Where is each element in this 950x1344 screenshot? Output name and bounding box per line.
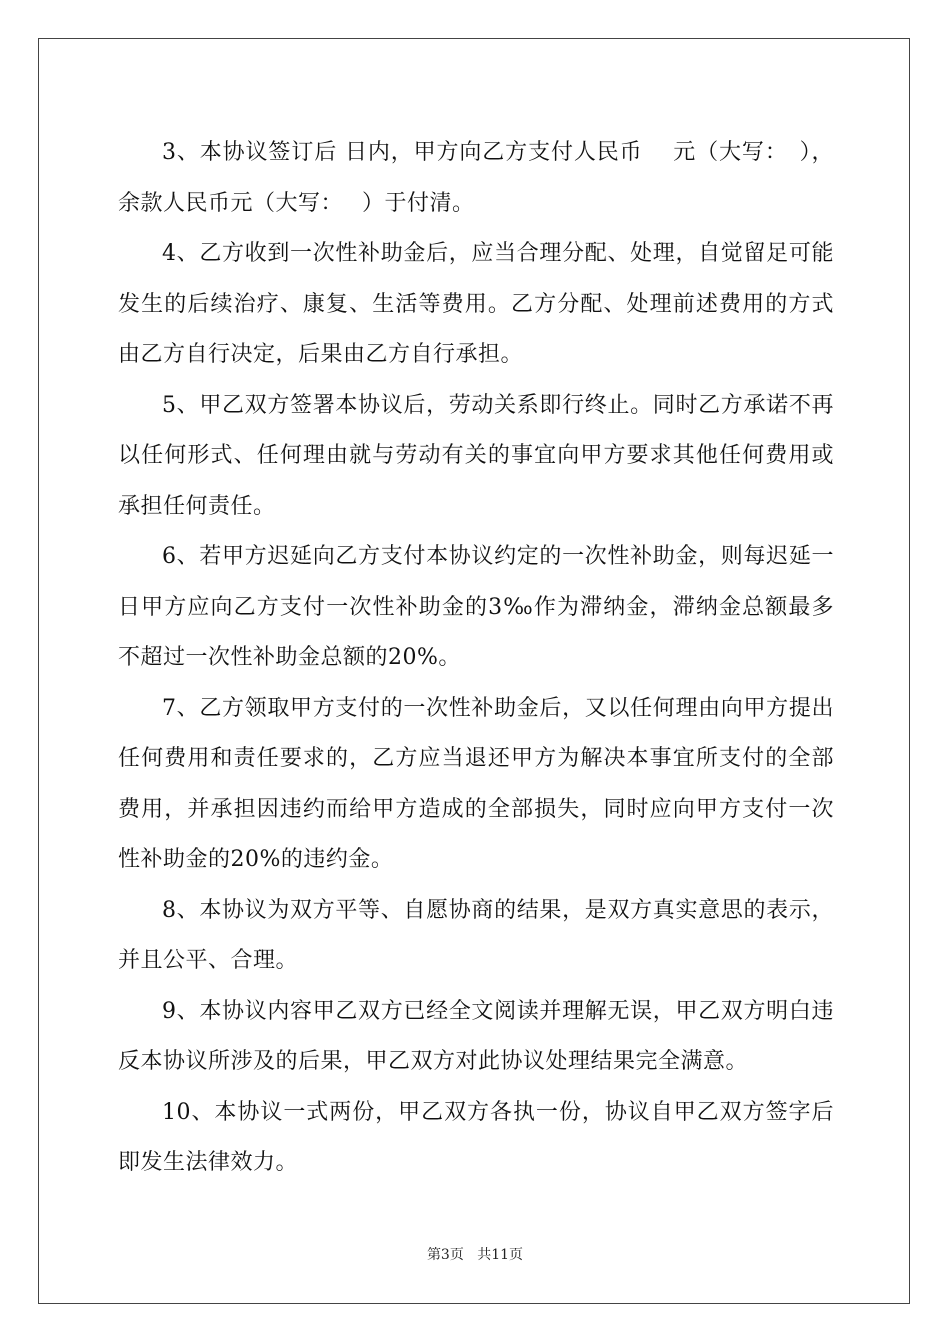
page-total: 共11页	[477, 1247, 524, 1263]
clause-6: 6、若甲方迟延向乙方支付本协议约定的一次性补助金，则每迟延一日甲方应向乙方支付一次性补助金的3‰作为滞纳金，滞纳金总额最多不超过一次性补助金总额的20%。	[118, 544, 834, 670]
clause-5: 5、甲乙双方签署本协议后，劳动关系即行终止。同时乙方承诺不再以任何形式、任何理由就与劳动有关的事宜向甲方要求其他任何费用或承担任何责任。	[118, 392, 834, 519]
clause-4: 4、乙方收到一次性补助金后，应当合理分配、处理，自觉留足可能发生的后续治疗、康复、生活等费用。乙方分配、处理前述费用的方式由乙方自行决定，后果由乙方自行承担。	[118, 241, 834, 367]
clause-7: 7、乙方领取甲方支付的一次性补助金后，又以任何理由向甲方提出任何费用和责任要求的，乙方应当退还甲方为解决本事宜所支付的全部费用，并承担因违约而给甲方造成的全部损失，同时应向甲方支付一次性补助金的20%的违约金。	[118, 695, 834, 872]
page-number: 第3页	[426, 1247, 464, 1263]
page-footer	[0, 1244, 950, 1264]
clause-8: 8、本协议为双方平等、自愿协商的结果，是双方真实意思的表示，并且公平、合理。	[118, 897, 834, 973]
clause-10: 10、本协议一式两份，甲乙双方各执一份，协议自甲乙双方签字后即发生法律效力。	[118, 1099, 834, 1175]
clause-3: 3、本协议签订后 日内，甲方向乙方支付人民币 元（大写： ），余款人民币元（大写： ）于付清。	[118, 140, 834, 216]
document-body	[118, 128, 834, 1189]
clause-9: 9、本协议内容甲乙双方已经全文阅读并理解无误，甲乙双方明白违反本协议所涉及的后果，甲乙双方对此协议处理结果完全满意。	[118, 998, 834, 1074]
